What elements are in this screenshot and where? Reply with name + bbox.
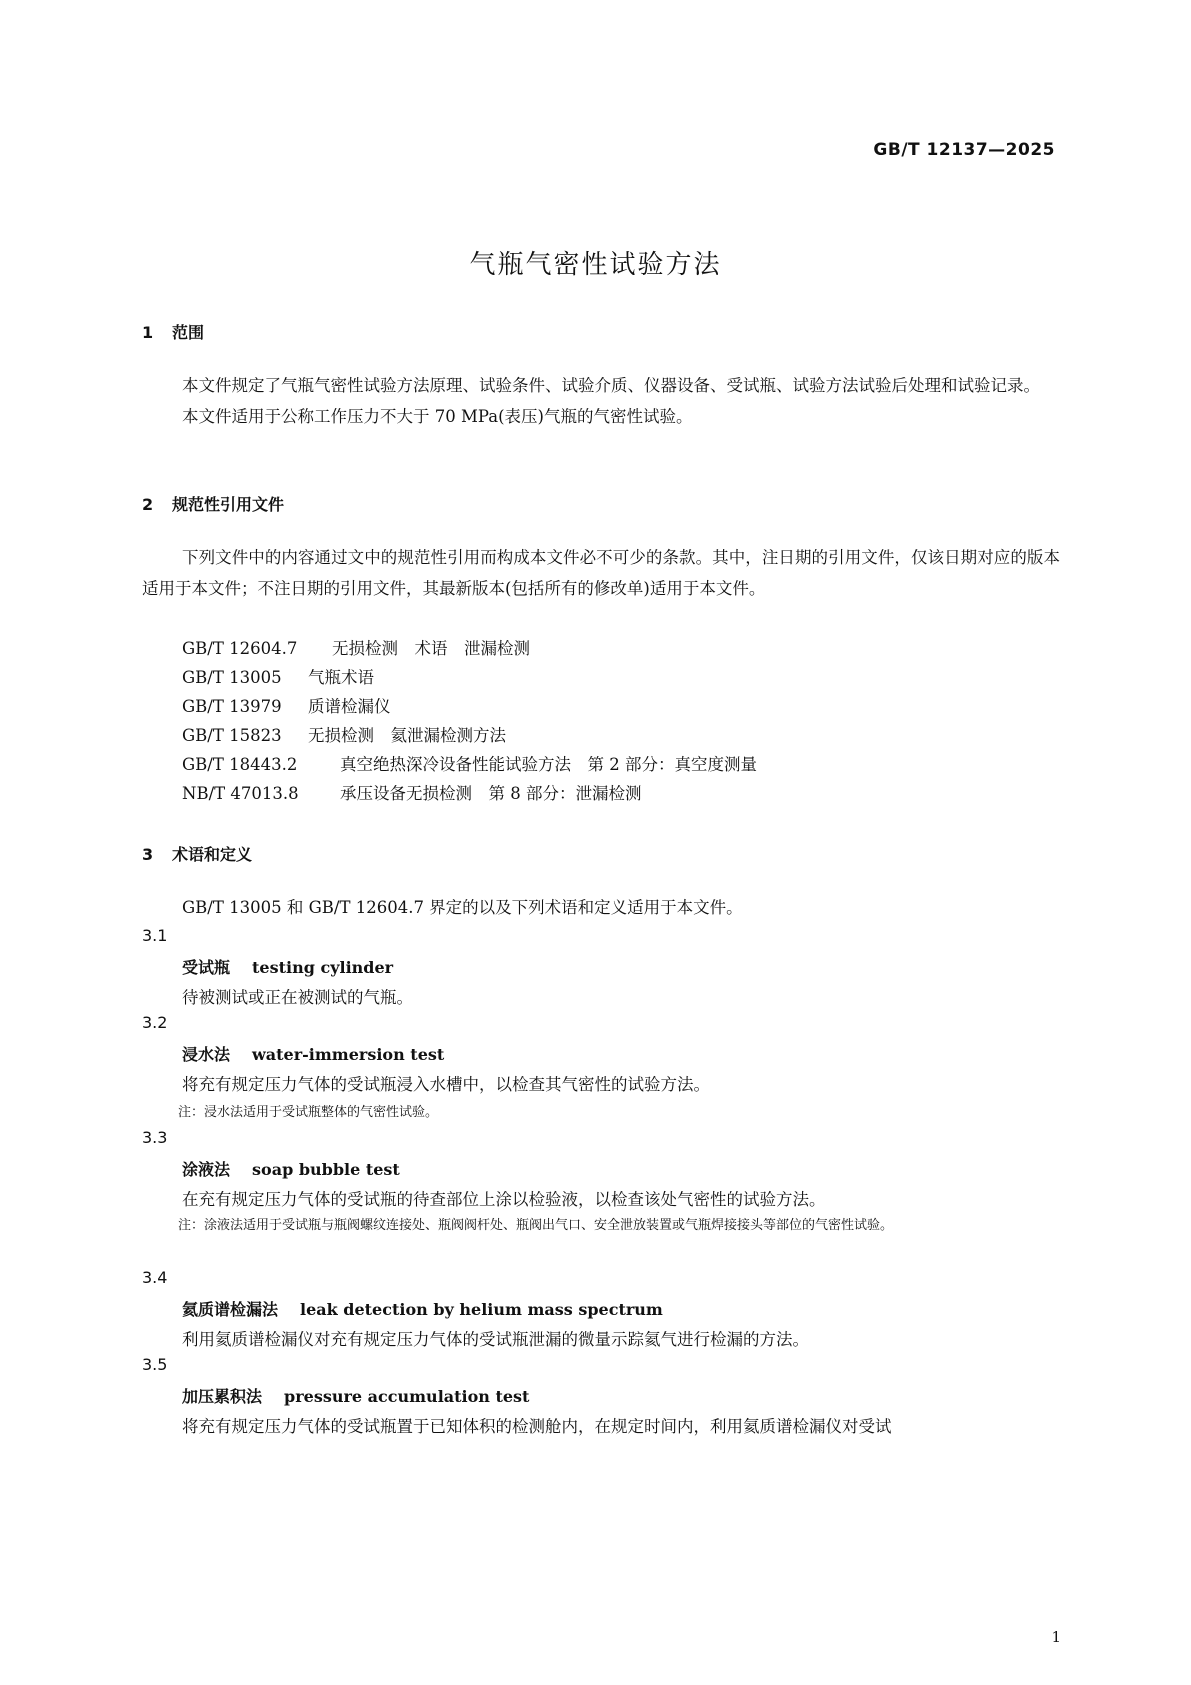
section-number: 3 bbox=[142, 845, 154, 864]
term-zh: 受试瓶 bbox=[182, 958, 231, 977]
page-number: 1 bbox=[1051, 1628, 1061, 1646]
section-title: 范围 bbox=[172, 323, 205, 342]
term-definition: 将充有规定压力气体的受试瓶浸入水槽中，以检查其气密性的试验方法。 bbox=[182, 1075, 710, 1094]
term-en: testing cylinder bbox=[252, 958, 394, 977]
section-1-body bbox=[142, 370, 1060, 432]
reference-item bbox=[182, 751, 757, 775]
section-3-heading bbox=[142, 842, 252, 865]
reference-item bbox=[182, 664, 374, 688]
term-number: 3.2 bbox=[142, 1013, 168, 1032]
reference-code: GB/T 15823 bbox=[182, 726, 282, 745]
document-title: 气瓶气密性试验方法 bbox=[469, 250, 722, 280]
reference-code: GB/T 12604.7 bbox=[182, 639, 298, 658]
reference-title: 无损检测 术语 泄漏检测 bbox=[332, 639, 530, 658]
section-number: 2 bbox=[142, 495, 154, 514]
term-zh: 氦质谱检漏法 bbox=[182, 1300, 279, 1319]
term-zh: 加压累积法 bbox=[182, 1387, 263, 1406]
term-definition: 在充有规定压力气体的受试瓶的待查部位上涂以检验液，以检查该处气密性的试验方法。 bbox=[182, 1190, 826, 1209]
reference-code: GB/T 13005 bbox=[182, 668, 282, 687]
reference-item bbox=[182, 693, 391, 717]
term-number: 3.1 bbox=[142, 926, 168, 945]
term-number: 3.3 bbox=[142, 1128, 168, 1147]
term-definition: 利用氦质谱检漏仪对充有规定压力气体的受试瓶泄漏的微量示踪氦气进行检漏的方法。 bbox=[182, 1330, 809, 1349]
term-number: 3.4 bbox=[142, 1268, 168, 1287]
standard-code: GB/T 12137—2025 bbox=[873, 140, 1055, 160]
term-note: 注：浸水法适用于受试瓶整体的气密性试验。 bbox=[178, 1105, 439, 1120]
reference-item bbox=[182, 635, 530, 659]
section-2-body bbox=[142, 542, 1060, 604]
reference-title: 真空绝热深冷设备性能试验方法 第 2 部分：真空度测量 bbox=[340, 755, 757, 774]
term-heading bbox=[182, 1384, 529, 1407]
term-number: 3.5 bbox=[142, 1355, 168, 1374]
reference-code: GB/T 18443.2 bbox=[182, 755, 298, 774]
section-title: 规范性引用文件 bbox=[172, 495, 285, 514]
reference-title: 无损检测 氦泄漏检测方法 bbox=[308, 726, 506, 745]
term-heading bbox=[182, 955, 393, 978]
term-definition: 将充有规定压力气体的受试瓶置于已知体积的检测舱内，在规定时间内，利用氦质谱检漏仪对受试 bbox=[182, 1417, 892, 1436]
paragraph: 本文件规定了气瓶气密性试验方法原理、试验条件、试验介质、仪器设备、受试瓶、试验方法试验后处理和试验记录。 bbox=[182, 376, 1040, 395]
term-en: leak detection by helium mass spectrum bbox=[300, 1300, 663, 1319]
reference-title: 承压设备无损检测 第 8 部分：泄漏检测 bbox=[340, 784, 642, 803]
term-zh: 涂液法 bbox=[182, 1160, 231, 1179]
term-heading bbox=[182, 1042, 444, 1065]
section-2-heading bbox=[142, 492, 284, 515]
reference-code: NB/T 47013.8 bbox=[182, 784, 299, 803]
term-note: 注：涂液法适用于受试瓶与瓶阀螺纹连接处、瓶阀阀杆处、瓶阀出气口、安全泄放装置或气瓶焊接接头等部位的气密性试验。 bbox=[178, 1218, 894, 1233]
reference-code: GB/T 13979 bbox=[182, 697, 282, 716]
reference-title: 气瓶术语 bbox=[308, 668, 374, 687]
term-en: soap bubble test bbox=[252, 1160, 400, 1179]
term-en: water-immersion test bbox=[252, 1045, 445, 1064]
paragraph: 本文件适用于公称工作压力不大于 70 MPa(表压)气瓶的气密性试验。 bbox=[182, 407, 693, 426]
paragraph: 下列文件中的内容通过文中的规范性引用而构成本文件必不可少的条款。其中，注日期的引用文件，仅该日期对应的版本适用于本文件；不注日期的引用文件，其最新版本(包括所有的修改单)适用于本文件。 bbox=[142, 548, 1060, 598]
term-heading bbox=[182, 1157, 400, 1180]
term-heading bbox=[182, 1297, 663, 1320]
term-zh: 浸水法 bbox=[182, 1045, 231, 1064]
reference-item bbox=[182, 722, 506, 746]
terms-intro: GB/T 13005 和 GB/T 12604.7 界定的以及下列术语和定义适用于本文件。 bbox=[182, 898, 743, 917]
section-title: 术语和定义 bbox=[172, 845, 253, 864]
section-1-heading bbox=[142, 320, 204, 343]
section-number: 1 bbox=[142, 323, 154, 342]
term-definition: 待被测试或正在被测试的气瓶。 bbox=[182, 988, 413, 1007]
reference-title: 质谱检漏仪 bbox=[308, 697, 391, 716]
term-en: pressure accumulation test bbox=[284, 1387, 530, 1406]
reference-item bbox=[182, 780, 642, 804]
